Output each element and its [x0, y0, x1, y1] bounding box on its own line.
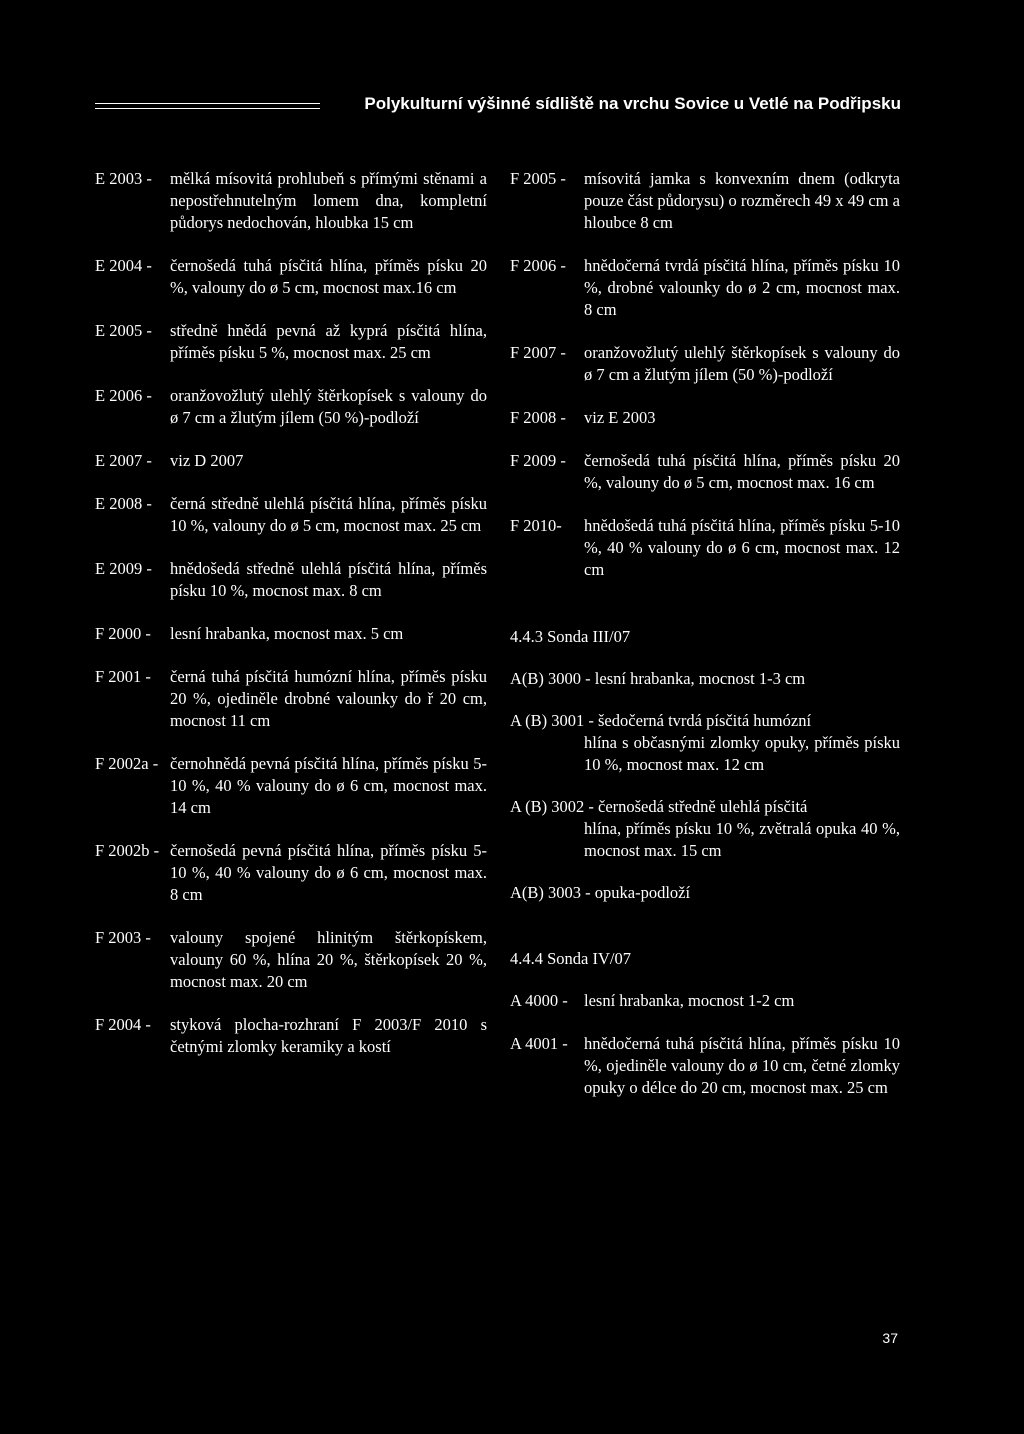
entry-f2009	[510, 450, 900, 494]
entry-f2002a	[95, 753, 487, 819]
entry-code: E 2003 -	[95, 169, 152, 188]
entry-e2009	[95, 558, 487, 602]
entry-text: černošedá tuhá písčitá hlína, příměs písku 20 %, valouny do ø 5 cm, mocnost max.16 cm	[170, 256, 487, 297]
entry-ab3002-continuation: hlína, příměs písku 10 %, zvětralá opuka 40 %, mocnost max. 15 cm	[584, 819, 900, 860]
entry-code: F 2009 -	[510, 451, 566, 470]
entry-f2008	[510, 407, 900, 429]
entry-f2001	[95, 666, 487, 732]
sonda-iii-heading: 4.4.3 Sonda III/07	[510, 627, 631, 646]
entry-code: F 2001 -	[95, 667, 151, 686]
entry-e2003	[95, 168, 487, 234]
entry-f2007	[510, 342, 900, 386]
page-number: 37	[882, 1330, 898, 1346]
entry-f2003	[95, 927, 487, 993]
entry-code: F 2003 -	[95, 928, 151, 947]
entry-code: F 2005 -	[510, 169, 566, 188]
entry-text: valouny spojené hlinitým štěrkopískem, valouny 60 %, hlína 20 %, štěrkopísek 20 %, mocnost max. 20 cm	[170, 928, 487, 991]
entry-ab3000: A(B) 3000 - lesní hrabanka, mocnost 1-3 cm	[510, 669, 806, 688]
entry-code: E 2007 -	[95, 451, 152, 470]
entry-text: černá středně ulehlá písčitá hlína, příměs písku 10 %, valouny do ø 5 cm, mocnost max. 25 cm	[170, 494, 487, 535]
entry-text: hnědošedá tuhá písčitá hlína, příměs písku 5-10 %, 40 % valouny do ø 6 cm, mocnost max. 12 cm	[584, 516, 900, 579]
entry-e2007	[95, 450, 487, 472]
entry-a4001	[510, 1033, 900, 1099]
entry-code: E 2008 -	[95, 494, 152, 513]
entry-text: hnědošedá středně ulehlá písčitá hlína, příměs písku 10 %, mocnost max. 8 cm	[170, 559, 487, 600]
entry-code: E 2006 -	[95, 386, 152, 405]
entry-f2005	[510, 168, 900, 234]
header-title: Polykulturní výšinné sídliště na vrchu Sovice u Vetlé na Podřipsku	[364, 94, 901, 113]
entry-text: černá tuhá písčitá humózní hlína, příměs písku 20 %, ojediněle drobné valounky do ř 20 cm, mocnost 11 cm	[170, 667, 487, 730]
entry-f2010	[510, 515, 900, 581]
entry-code: E 2005 -	[95, 321, 152, 340]
entry-a4000	[510, 990, 900, 1012]
entry-code: F 2008 -	[510, 408, 566, 427]
entry-ab3001-continuation: hlína s občasnými zlomky opuky, příměs písku 10 %, mocnost max. 12 cm	[584, 733, 900, 774]
entry-code: F 2006 -	[510, 256, 566, 275]
entry-text: lesní hrabanka, mocnost max. 5 cm	[170, 624, 404, 643]
entry-code: F 2000 -	[95, 624, 151, 643]
entry-text: hnědočerná tvrdá písčitá hlína, příměs písku 10 %, drobné valounky do ø 2 cm, mocnost max. 8 cm	[584, 256, 900, 319]
left-column	[95, 168, 487, 1079]
entry-code: E 2009 -	[95, 559, 152, 578]
entry-text: styková plocha-rozhraní F 2003/F 2010 s četnými zlomky keramiky a kostí	[170, 1015, 487, 1056]
entry-code: F 2007 -	[510, 343, 566, 362]
entry-e2006	[95, 385, 487, 429]
entry-text: černohnědá pevná písčitá hlína, příměs písku 5-10 %, 40 % valouny do ø 6 cm, mocnost max. 14 cm	[170, 754, 487, 817]
entry-f2002b	[95, 840, 487, 906]
entry-ab3001-first-line: A (B) 3001 - šedočerná tvrdá písčitá humózní	[510, 711, 812, 730]
entry-text: mělká mísovitá prohlubeň s přímými stěnami a nepostřehnutelným lomem dna, kompletní půdorys nedochován, hloubka 15 cm	[170, 169, 487, 232]
entry-code: F 2010-	[510, 516, 562, 535]
running-header	[95, 94, 901, 120]
right-column	[510, 168, 900, 1120]
entry-text: středně hnědá pevná až kyprá písčitá hlína, příměs písku 5 %, mocnost max. 25 cm	[170, 321, 487, 362]
entry-text: černošedá pevná písčitá hlína, příměs písku 5-10 %, 40 % valouny do ø 6 cm, mocnost max. 8 cm	[170, 841, 487, 904]
entry-f2006	[510, 255, 900, 321]
entry-code: F 2002b -	[95, 841, 160, 860]
entry-text: viz E 2003	[584, 408, 656, 427]
entry-code: F 2002a -	[95, 754, 159, 773]
entry-text: lesní hrabanka, mocnost 1-2 cm	[584, 991, 795, 1010]
entry-text: viz D 2007	[170, 451, 244, 470]
entry-ab3002-first-line: A (B) 3002 - černošedá středně ulehlá písčitá	[510, 797, 808, 816]
entry-code: A 4000 -	[510, 991, 568, 1010]
entry-ab3003: A(B) 3003 - opuka-podloží	[510, 883, 691, 902]
entry-text: hnědočerná tuhá písčitá hlína, příměs písku 10 %, ojediněle valouny do ø 10 cm, četné zlomky opuky o délce do 20 cm, mocnost max. 25 cm	[584, 1034, 900, 1097]
header-rule	[95, 103, 320, 109]
entry-text: mísovitá jamka s konvexním dnem (odkryta pouze část půdorysu) o rozměrech 49 x 49 cm a hloubce 8 cm	[584, 169, 900, 232]
entry-f2004	[95, 1014, 487, 1058]
entry-text: oranžovožlutý ulehlý štěrkopísek s valouny do ø 7 cm a žlutým jílem (50 %)-podloží	[170, 386, 487, 427]
sonda-iv-heading: 4.4.4 Sonda IV/07	[510, 949, 631, 968]
entry-text: oranžovožlutý ulehlý štěrkopísek s valouny do ø 7 cm a žlutým jílem (50 %)-podloží	[584, 343, 900, 384]
entry-f2000	[95, 623, 487, 645]
entry-code: E 2004 -	[95, 256, 152, 275]
entry-text: černošedá tuhá písčitá hlína, příměs písku 20 %, valouny do ø 5 cm, mocnost max. 16 cm	[584, 451, 900, 492]
entry-e2008	[95, 493, 487, 537]
entry-e2004	[95, 255, 487, 299]
entry-code: A 4001 -	[510, 1034, 568, 1053]
entry-e2005	[95, 320, 487, 364]
entry-code: F 2004 -	[95, 1015, 151, 1034]
